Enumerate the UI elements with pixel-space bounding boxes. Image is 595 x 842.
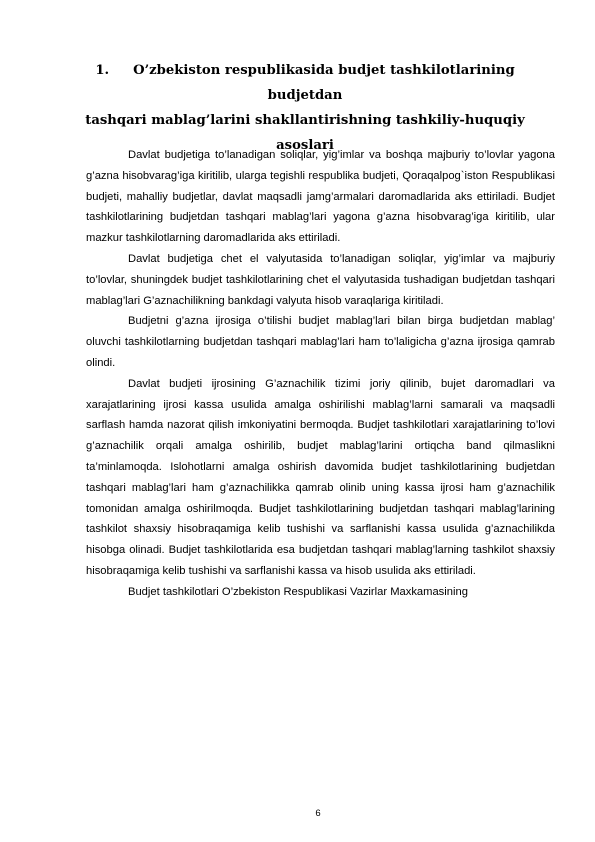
body-text [86,145,555,603]
section-heading [70,58,540,158]
section-number: 1. [95,63,110,78]
section-heading-line-1: O’zbekiston respublikasida budjet tashkilotlarining budjetdan [133,63,515,103]
paragraph-2: Davlat budjetiga chet el valyutasida to’lanadigan soliqlar, yig’imlar va majburiy to’lovlar, shuningdek budjet tashkilotlarining chet el valyutasida tushadigan budjetdan tashqari mablag’lari G’aznachilikning bankdagi valyuta hisob varaqlariga kiritiladi. [86,252,555,307]
page-number: 6 [315,808,321,819]
paragraph-4: Davlat budjeti ijrosining G’aznachilik tizimi joriy qilinib, bujet daromadlari va xarajatlarining ijrosi kassa usulida amalga oshirilishi mablag’larni samarali va maqsadli sarflash hamda nazorat qilish imkoniyatini bermoqda. Budjet tashkilotlari xarajatlarining to’lovi g’aznachilik orqali amalga oshirilib, budjet mablag’larini ortiqcha band qilmaslikni ta’minlamoqda. Islohotlarni amalga oshirish davomida budjet tashkilotlarining budjetdan tashqari mablag’lari ham g’aznachilikka qamrab olinib uning kassa ijrosi ham g’aznachilik tomonidan amalga oshirilmoqda. Budjet tashkilotlarining budjetdan tashqari mablag’larining tashkilot shaxsiy hisobraqamiga kelib tushishi va sarflanishi kassa usulida g’aznachilikda hisobga olinadi. Budjet tashkilotlarida esa budjetdan tashqari mablag’larning tashkilot shaxsiy hisobraqamiga kelib tushishi va sarflanishi kassa va hisob usulida aks ettiriladi. [86,377,555,577]
paragraph-5: Budjet tashkilotlari O’zbekiston Respublikasi Vazirlar Maxkamasining [128,585,468,598]
section-heading-line-2: tashqari mablag’larini shakllantirishning tashkiliy-huquqiy asoslari [85,113,525,153]
paragraph-3: Budjetni g’azna ijrosiga o’tilishi budjet mablag’lari bilan birga budjetdan mablag’ oluvchi tashkilotlarning budjetdan tashqari mablag’lari ham to’laligicha g’azna ijrosiga qamrab olindi. [86,315,555,369]
paragraph-1: Davlat budjetiga to’lanadigan soliqlar, yig’imlar va boshqa majburiy to’lovlar yagona g’azna hisobvarag’iga kiritilib, ularga tegishli respublika budjeti, Qoraqalpog`iston Respublikasi budjeti, mahalliy budjetlar, davlat maqsadli jamg’armalari daromadlarida aks ettiriladi. Budjet tashkilotlarining budjetdan tashqari mablag’lari yagona g’azna hisobvarag’iga kiritilib, ular mazkur tashkilotlarning daromadlarida aks ettiriladi. [86,149,555,245]
